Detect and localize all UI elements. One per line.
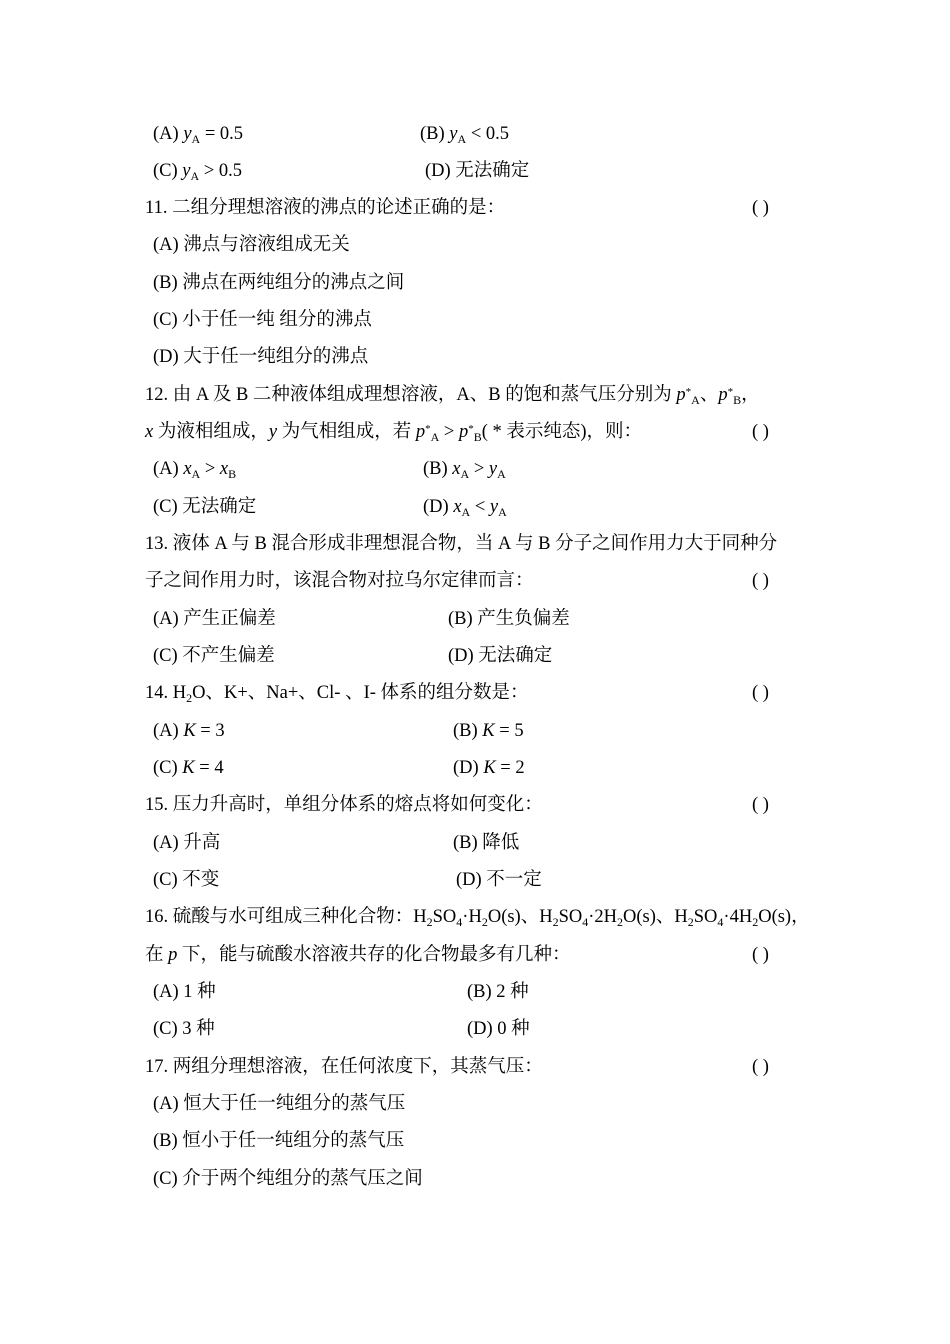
q16-answer-blank: ( ) [752, 945, 769, 965]
q16-option-b: (B) 2 种 [467, 982, 529, 1002]
option-text: = 0.5 [200, 124, 244, 144]
q17-answer-blank: ( ) [752, 1057, 769, 1077]
q11-option-b: (B) 沸点在两纯组分的沸点之间 [153, 273, 405, 293]
q14-option-a: (A) K = 3 [153, 721, 225, 741]
q11-stem: 11. 二组分理想溶液的沸点的论述正确的是： [145, 198, 506, 218]
option-text: = 2 [495, 758, 525, 778]
stem-text: 、 [699, 385, 719, 405]
q14-option-b: (B) K = 5 [453, 721, 524, 741]
q11-option-a: (A) 沸点与溶液组成无关 [153, 235, 350, 255]
stem-text: 下，能与硫酸水溶液共存的化合物最多有几种： [177, 945, 571, 965]
q12-stem-line2: x 为液相组成，y 为气相组成，若 $p^*_A > p^*_B$( * 表示纯态)，则： [145, 422, 643, 444]
q16-option-d: (D) 0 种 [467, 1019, 530, 1039]
q13-option-c: (C) 不产生偏差 [153, 646, 275, 666]
q17-option-b: (B) 恒小于任一纯组分的蒸气压 [153, 1131, 405, 1151]
q15-option-b: (B) 降低 [453, 833, 520, 853]
option-label: (C) [153, 758, 178, 778]
q14-option-c: (C) K = 4 [153, 758, 224, 778]
q13-option-d: (D) 无法确定 [448, 646, 553, 666]
q16-stem-line2: 在 p 下，能与硫酸水溶液共存的化合物最多有几种： [145, 945, 571, 965]
q17-stem: 17. 两组分理想溶液，在任何浓度下，其蒸气压： [145, 1057, 543, 1077]
q15-answer-blank: ( ) [752, 795, 769, 815]
q10-option-c: (C) $y_A > 0.5$ [153, 161, 242, 183]
q10-option-b: (B) $y_A < 0.5$ [420, 124, 509, 146]
q16-option-c: (C) 3 种 [153, 1019, 215, 1039]
stem-text: 12. 由 A 及 B 二种液体组成理想溶液，A、B 的饱和蒸气压分别为 [145, 385, 677, 405]
q10-option-d: (D) 无法确定 [425, 161, 530, 181]
option-label: (C) [153, 161, 178, 181]
q15-option-a: (A) 升高 [153, 833, 221, 853]
q16-stem-line1: 16. 硫酸与水可组成三种化合物：$H_2SO_4\cdot H_2O(s)$、$H_2SO_4\cdot 2H_2O(s)$、$H_2SO_4\cdot 4H_2O(s)$， [145, 907, 810, 929]
option-text: = 3 [195, 721, 225, 741]
option-label: (A) [153, 721, 179, 741]
q11-option-c: (C) 小于任一纯 组分的沸点 [153, 310, 372, 330]
option-label: (D) [453, 758, 479, 778]
stem-text: 在 [145, 945, 169, 965]
q14-stem: 14. $H_2O$、K+、Na+、Cl- 、I- 体系的组分数是： [145, 683, 529, 705]
option-text: > 0.5 [199, 161, 242, 181]
q12-option-c: (C) 无法确定 [153, 497, 257, 517]
q17-option-a: (A) 恒大于任一纯组分的蒸气压 [153, 1094, 406, 1114]
q13-stem-line1: 13. 液体 A 与 B 混合形成非理想混合物，当 A 与 B 分子之间作用力大于同种分 [145, 534, 778, 554]
stem-text: 、K+、Na+、Cl- 、I- 体系的组分数是： [205, 683, 529, 703]
q12-option-a: (A) $x_A > x_B$ [153, 459, 237, 481]
option-label: (A) [153, 124, 179, 144]
q14-answer-blank: ( ) [752, 683, 769, 703]
q13-option-b: (B) 产生负偏差 [448, 609, 570, 629]
option-label: (B) [420, 124, 445, 144]
stem-text: 16. 硫酸与水可组成三种化合物： [145, 907, 414, 927]
option-text: < 0.5 [466, 124, 509, 144]
q12-answer-blank: ( ) [752, 422, 769, 442]
stem-text: 为气相组成，若 [277, 422, 416, 442]
q12-stem-line1: 12. 由 A 及 B 二种液体组成理想溶液，A、B 的饱和蒸气压分别为 $p^*_A$、$p^*_B$， [145, 385, 760, 407]
q15-stem: 15. 压力升高时，单组分体系的熔点将如何变化： [145, 795, 543, 815]
q15-option-c: (C) 不变 [153, 870, 220, 890]
q14-option-d: (D) K = 2 [453, 758, 525, 778]
q13-stem-line2: 子之间作用力时，该混合物对拉乌尔定律而言： [145, 571, 534, 591]
option-label: (D) [423, 497, 449, 517]
q17-option-c: (C) 介于两个纯组分的蒸气压之间 [153, 1169, 423, 1189]
stem-text: ( * 表示纯态)，则： [481, 422, 643, 442]
q11-option-d: (D) 大于任一纯组分的沸点 [153, 347, 369, 367]
stem-text: ， [741, 385, 760, 405]
q12-option-b: (B) $x_A > y_A$ [423, 459, 506, 481]
q11-answer-blank: ( ) [752, 198, 769, 218]
stem-text: 为液相组成， [153, 422, 269, 442]
option-text: = 5 [494, 721, 524, 741]
q15-option-d: (D) 不一定 [456, 870, 542, 890]
option-label: (B) [423, 459, 448, 479]
q12-option-d: (D) $x_A < y_A$ [423, 497, 507, 519]
q16-option-a: (A) 1 种 [153, 982, 216, 1002]
option-text: = 4 [194, 758, 224, 778]
option-label: (B) [453, 721, 478, 741]
q13-option-a: (A) 产生正偏差 [153, 609, 276, 629]
q10-option-a: (A) $y_A = 0.5$ [153, 124, 244, 146]
option-label: (A) [153, 459, 179, 479]
q13-answer-blank: ( ) [752, 571, 769, 591]
